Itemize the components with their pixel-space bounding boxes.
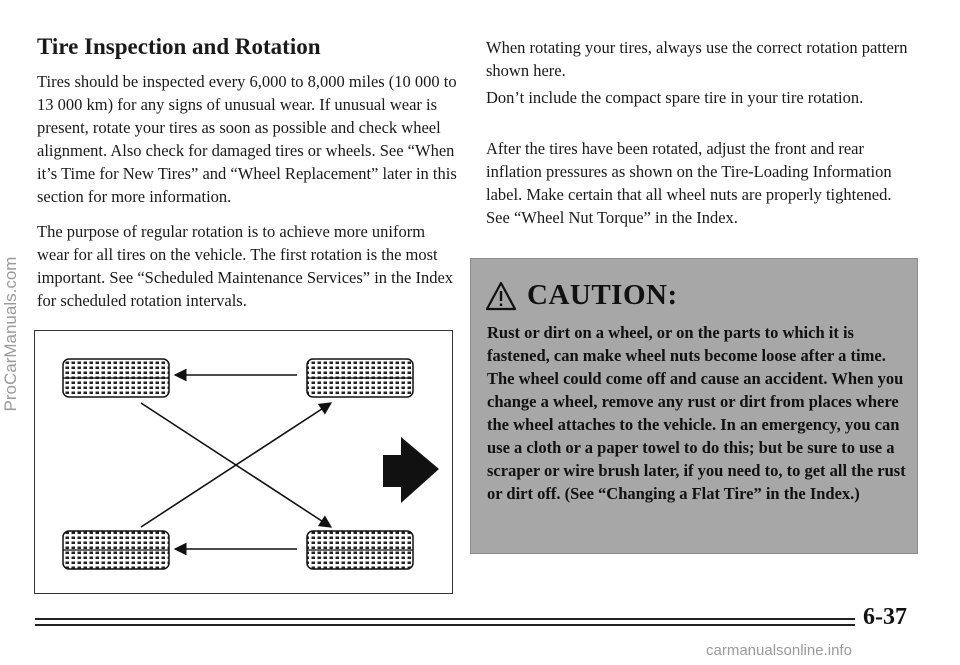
- tire-front-left-icon: [63, 359, 169, 397]
- footer-rule: [35, 618, 855, 620]
- right-paragraph-3: After the tires have been rotated, adjust the front and rear inflation pressures as shown on the Tire-Loading Information label. Make certain that all wheel nuts are properly tightened. See “Wheel Nut Torque” in the Index.: [486, 139, 892, 227]
- caution-text: Rust or dirt on a wheel, or on the parts to which it is fastened, can make wheel nuts become loose after a time. The wheel could come off and cause an accident. When you change a wheel, remove any rust or dirt from places where the wheel attaches to the vehicle. In an emergency, you can use a cloth or a paper towel to do this; but be sure to use a scraper or wire brush later, if you need to, to get all the rust or dirt off. (See “Changing a Flat Tire” in the Index.): [487, 323, 906, 503]
- page-number: 6-37: [863, 604, 907, 630]
- right-paragraph-1: When rotating your tires, always use the correct rotation pattern shown here.: [486, 38, 908, 80]
- caution-title-text: CAUTION:: [527, 279, 678, 311]
- tire-front-right-icon: [307, 359, 413, 397]
- left-paragraph-1: Tires should be inspected every 6,000 to 8,000 miles (10 000 to 13 000 km) for any signs of unusual wear. If unusual wear is present, rotate your tires as soon as possible and check wheel alignment. Also check for damaged tires or wheels. See “When it’s Time for New Tires” and “Wheel Replacement” later in this section for more information.: [37, 72, 457, 206]
- watermark-bottom: carmanualsonline.info: [706, 642, 852, 659]
- tire-rotation-diagram: [34, 330, 453, 594]
- tire-rear-right-icon: [307, 531, 413, 569]
- watermark-left: ProCarManuals.com: [1, 256, 20, 412]
- tire-rear-left-icon: [63, 531, 169, 569]
- left-paragraph-2: The purpose of regular rotation is to achieve more uniform wear for all tires on the vehicle. The first rotation is the most important. See “Scheduled Maintenance Services” in the Index for scheduled rotation intervals.: [37, 222, 454, 310]
- section-heading: Tire Inspection and Rotation: [37, 34, 321, 59]
- caution-box: [470, 258, 918, 554]
- warning-triangle-icon: [485, 281, 517, 311]
- footer-rule: [35, 624, 855, 626]
- right-paragraph-2: Don’t include the compact spare tire in your tire rotation.: [486, 88, 864, 107]
- caution-title: [485, 279, 678, 312]
- front-direction-arrow-icon: [383, 437, 439, 503]
